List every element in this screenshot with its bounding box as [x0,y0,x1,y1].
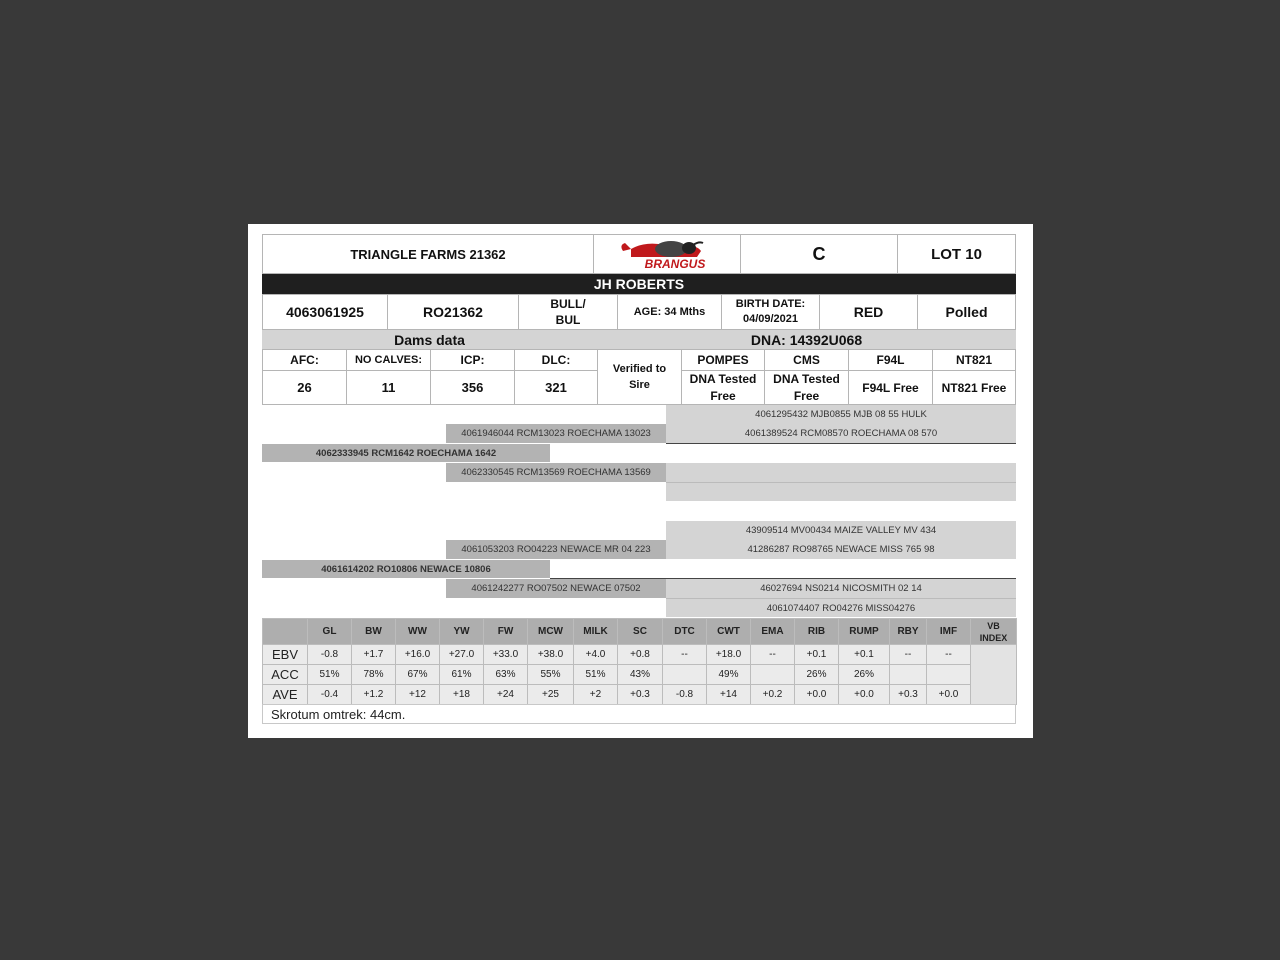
ebv-header-imf: IMF [927,619,971,645]
ebv-cell: -0.8 [663,685,707,705]
ebv-cell: +24 [484,685,528,705]
ebv-body [263,645,1017,705]
pedigree-sire: 4062333945 RCM1642 ROECHAMA 1642 [262,444,550,462]
ebv-cell: +0.1 [795,645,839,665]
ebv-cell: 51% [308,665,352,685]
ebv-cell: -- [927,645,971,665]
ebv-cell: 55% [528,665,574,685]
nt821-result: NT821 Free [932,370,1016,405]
ebv-cell: +18 [440,685,484,705]
ebv-cell: -- [890,645,927,665]
ebv-row-ave [263,685,1017,705]
ebv-cell: 63% [484,665,528,685]
ebv-header-rby: RBY [890,619,927,645]
logo-text: BRANGUS [644,257,706,271]
ebv-cell: -0.4 [308,685,352,705]
ebv-row-label: EBV [263,645,308,665]
ebv-cell: +0.8 [618,645,663,665]
icp-header: ICP: [430,349,515,371]
ebv-cell: 49% [707,665,751,685]
f94l-header: F94L [848,349,933,371]
pedigree-dam: 4061614202 RO10806 NEWACE 10806 [262,560,550,578]
lot-number: LOT 10 [897,234,1016,274]
ebv-cell: -- [663,645,707,665]
animal-name: JH ROBERTS [262,274,1016,294]
pedigree-dam-sire-dam: 41286287 RO98765 NEWACE MISS 765 98 [666,540,1016,559]
ebv-cell: +38.0 [528,645,574,665]
ebv-header-sc: SC [618,619,663,645]
ebv-cell: +2 [574,685,618,705]
horn-status: Polled [917,294,1016,330]
ebv-cell: +0.0 [795,685,839,705]
ebv-cell: -0.8 [308,645,352,665]
animal-tag: RO21362 [387,294,519,330]
pompes-result: DNA Tested Free [681,370,765,405]
ebv-header-blank [263,619,308,645]
ebv-header-vb-index: VB INDEX [971,619,1017,645]
ebv-cell: +0.0 [839,685,890,705]
ebv-cell: +27.0 [440,645,484,665]
ebv-cell [751,665,795,685]
ebv-vb-index-cell [971,645,1017,705]
ebv-cell: 43% [618,665,663,685]
dlc-header: DLC: [514,349,598,371]
ebv-header-row [263,619,1017,645]
ebv-cell: 51% [574,665,618,685]
ebv-cell: +0.3 [618,685,663,705]
ebv-cell: +25 [528,685,574,705]
pedigree-sire-dam-sire [666,463,1016,482]
dams-title: Dams data [262,330,597,349]
animal-sex: BULL/ BUL [518,294,618,330]
icp-value: 356 [430,370,515,405]
ebv-header-milk: MILK [574,619,618,645]
afc-header: AFC: [262,349,347,371]
ebv-header-ww: WW [396,619,440,645]
animal-colour: RED [819,294,918,330]
animal-id: 4063061925 [262,294,388,330]
pedigree-sire-sire-sire: 4061295432 MJB0855 MJB 08 55 HULK [666,405,1016,424]
ebv-row-acc [263,665,1017,685]
ebv-cell: 67% [396,665,440,685]
ebv-cell: +33.0 [484,645,528,665]
ebv-cell: 26% [795,665,839,685]
ebv-cell [890,665,927,685]
no-calves-header: NO CALVES: [346,349,431,371]
nt821-header: NT821 [932,349,1016,371]
ebv-header-gl: GL [308,619,352,645]
ebv-cell: -- [751,645,795,665]
ebv-header-mcw: MCW [528,619,574,645]
ebv-cell: +16.0 [396,645,440,665]
birth-date: 04/09/2021 [742,313,799,325]
pedigree-sire-dam: 4062330545 RCM13569 ROECHAMA 13569 [446,463,666,482]
ebv-cell: +4.0 [574,645,618,665]
pompes-header: POMPES [681,349,765,371]
ebv-cell: +0.2 [751,685,795,705]
pedigree-dam-dam: 4061242277 RO07502 NEWACE 07502 [446,579,666,598]
ebv-header-dtc: DTC [663,619,707,645]
ebv-cell: +14 [707,685,751,705]
ebv-cell: +0.0 [927,685,971,705]
ebv-header-bw: BW [352,619,396,645]
birth-date-cell [721,294,820,330]
dna-title: DNA: 14392U068 [597,330,1016,349]
cms-result: DNA Tested Free [764,370,849,405]
ebv-cell: 78% [352,665,396,685]
pedigree-divider [666,443,1016,444]
pedigree-sire-dam-dam [666,482,1016,501]
scrotum-note: Skrotum omtrek: 44cm. [262,704,1016,724]
ebv-header-fw: FW [484,619,528,645]
ebv-cell: +1.7 [352,645,396,665]
pedigree-sire-sire: 4061946044 RCM13023 ROECHAMA 13023 [446,424,666,443]
ebv-cell: +0.1 [839,645,890,665]
breeder-name: TRIANGLE FARMS 21362 [262,234,594,274]
pedigree-dam-dam-sire: 46027694 NS0214 NICOSMITH 02 14 [666,579,1016,598]
ebv-row-ebv [263,645,1017,665]
animal-age: AGE: 34 Mths [617,294,722,330]
afc-value: 26 [262,370,347,405]
ebv-cell [663,665,707,685]
ebv-cell: +0.3 [890,685,927,705]
grade: C [740,234,898,274]
ebv-cell [927,665,971,685]
pedigree-dam-sire-sire: 43909514 MV00434 MAIZE VALLEY MV 434 [666,521,1016,540]
bull-logo-icon [617,237,717,271]
ebv-header-ema: EMA [751,619,795,645]
pedigree-dam-dam-dam: 4061074407 RO04276 MISS04276 [666,598,1016,617]
no-calves-value: 11 [346,370,431,405]
ebv-header-rib: RIB [795,619,839,645]
pedigree-dam-sire: 4061053203 RO04223 NEWACE MR 04 223 [446,540,666,559]
dlc-value: 321 [514,370,598,405]
verified-to-sire: Verified to Sire [597,349,682,405]
ebv-cell: +18.0 [707,645,751,665]
cms-header: CMS [764,349,849,371]
ebv-cell: 26% [839,665,890,685]
pedigree-sire-sire-dam: 4061389524 RCM08570 ROECHAMA 08 570 [666,424,1016,443]
ebv-table [262,618,1017,705]
ebv-header-rump: RUMP [839,619,890,645]
brangus-logo [593,234,741,274]
ebv-header-yw: YW [440,619,484,645]
f94l-result: F94L Free [848,370,933,405]
bull-card [248,224,1033,738]
birth-date-label: BIRTH DATE: [735,298,806,310]
ebv-cell: +1.2 [352,685,396,705]
ebv-cell: +12 [396,685,440,705]
ebv-cell: 61% [440,665,484,685]
ebv-row-label: ACC [263,665,308,685]
ebv-header-cwt: CWT [707,619,751,645]
ebv-row-label: AVE [263,685,308,705]
